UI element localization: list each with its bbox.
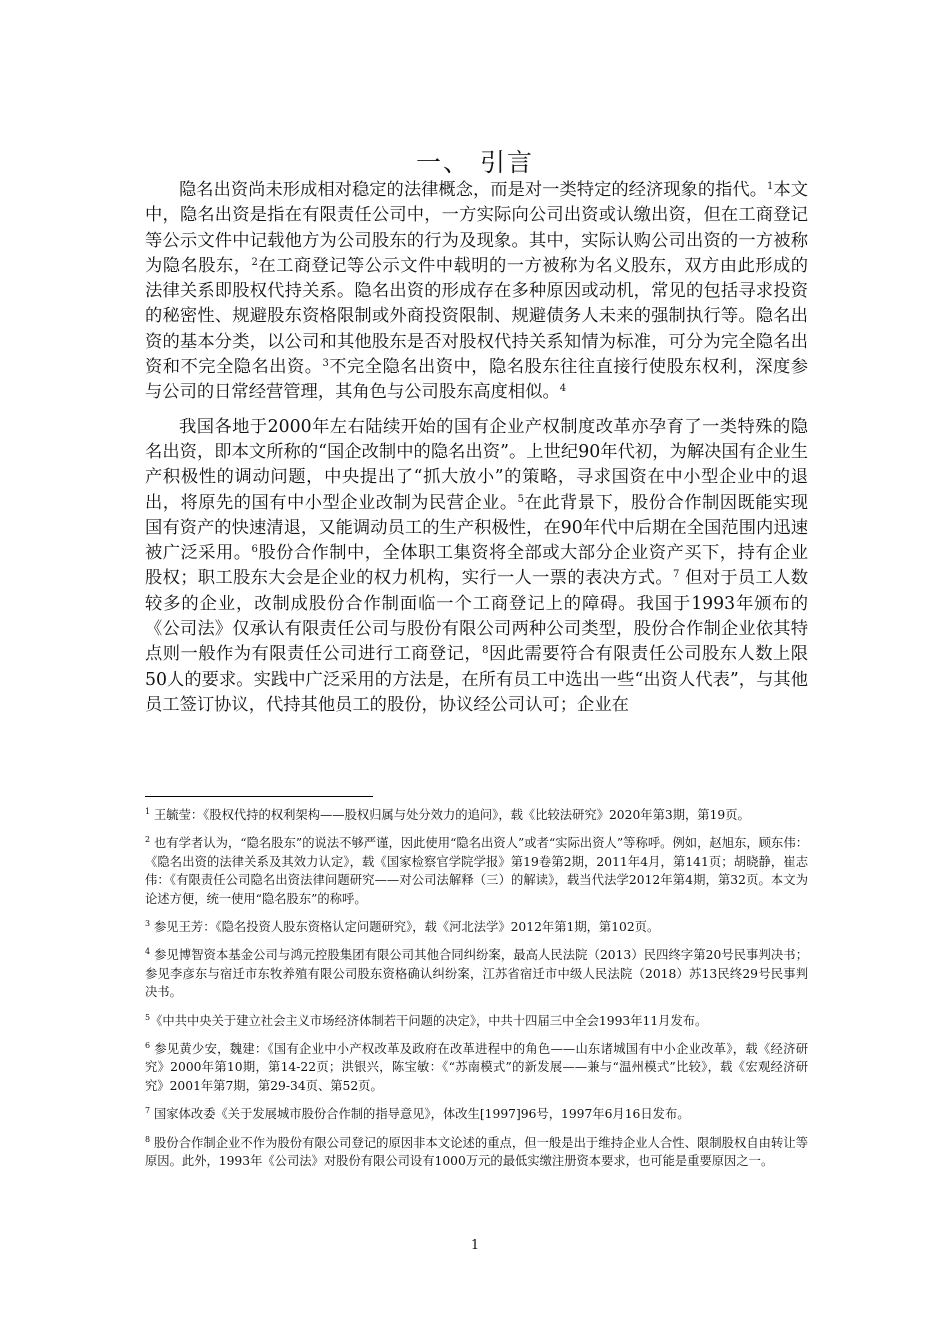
footnote bbox=[145, 834, 808, 908]
footnote bbox=[145, 946, 808, 1001]
footnote-text: 也有学者认为，“隐名股东”的说法不够严谨，因此使用“隐名出资人”或者“实际出资人”等称呼。例如，赵旭东，顾东伟：《隐名出资的法律关系及其效力认定》，载《国家检察官学院学报》第19卷第2期，2011年4月，第141页；胡晓静，崔志伟：《有限责任公司隐名出资法律问题研究——对公司法解释（三）的解读》，载当代法学2012年第4期，第32页。本文为论述方便，统一使用“隐名股东”的称呼。 bbox=[145, 836, 808, 906]
paragraph-text: 在此背景下，股份合作制因既能实现国有资产的快速清退，又能调动员工的生产积极性，在90年代中后期在全国范围内迅速被广泛采用。 bbox=[145, 492, 808, 564]
footnotes bbox=[145, 806, 808, 1181]
paragraph-text: 股份合作制中，全体职工集资将全部或大部分企业资产买下，持有企业股权；职工股东大会是企业的权力机构，实行一人一票的表决方式。 bbox=[145, 543, 808, 589]
footnote bbox=[145, 1134, 808, 1171]
footnote-reference[interactable]: 3 bbox=[322, 358, 329, 370]
footnote-number: 4 bbox=[145, 947, 151, 957]
footnote-reference[interactable]: 8 bbox=[482, 645, 489, 657]
footnote-number: 3 bbox=[145, 919, 151, 929]
paragraph-text: 我国各地于2000年左右陆续开始的国有企业产权制度改革亦孕育了一类特殊的隐名出资，即本文所称的“国企改制中的隐名出资”。上世纪90年代初，为解决国有企业生产积极性的调动问题，中央提出了“抓大放小”的策略，寻求国资在中小型企业中的退出，将原先的国有中小型企业改制为民营企业。 bbox=[145, 416, 808, 513]
footnote-text: 参见王芳：《隐名投资人股东资格认定问题研究》，载《河北法学》2012年第1期，第102页。 bbox=[150, 920, 660, 935]
paragraph-text: 在工商登记等公示文件中载明的一方被称为名义股东，双方由此形成的法律关系即股权代持关系。隐名出资的形成存在多种原因或动机，常见的包括寻求投资的秘密性、规避股东资格限制或外商投资限制、规避债务人未来的强制执行等。隐名出资的基本分类，以公司和其他股东是否对股权代持关系知情为标准，可分为完全隐名出资和不完全隐名出资。 bbox=[145, 255, 808, 378]
footnote bbox=[145, 1105, 808, 1123]
footnote-separator bbox=[145, 796, 373, 797]
footnote bbox=[145, 1040, 808, 1095]
footnote-reference[interactable]: 2 bbox=[251, 256, 258, 268]
footnote bbox=[145, 918, 808, 936]
footnote bbox=[145, 806, 808, 824]
footnote-number: 1 bbox=[145, 807, 151, 816]
paragraph-text: 因此需要符合有限责任公司股东人数上限50人的要求。实践中广泛采用的方法是，在所有员工中选出一些“出资人代表”，与其他员工签订协议，代持其他员工的股份，协议经公司认可；企业在 bbox=[145, 644, 808, 715]
footnote-text: 参见博智资本基金公司与鸿元控股集团有限公司其他合同纠纷案，最高人民法院（2013）民四终字第20号民事判决书；参见李彦东与宿迁市东牧养殖有限公司股东资格确认纠纷案，江苏省宿迁市中级人民法院（2018）苏13民终29号民事判决书。 bbox=[145, 948, 808, 1000]
footnote-reference[interactable]: 4 bbox=[559, 383, 567, 395]
footnote-number: 2 bbox=[145, 835, 151, 845]
footnote-text: 国家体改委《关于发展城市股份合作制的指导意见》，体改生[1997]96号，1997年6月16日发布。 bbox=[150, 1107, 690, 1122]
footnote-reference[interactable]: 7 bbox=[672, 569, 680, 581]
footnote-number: 6 bbox=[145, 1041, 151, 1051]
footnote-reference[interactable]: 6 bbox=[251, 544, 258, 556]
footnote-number: 7 bbox=[145, 1106, 151, 1116]
body-text bbox=[145, 178, 808, 718]
page-number: 1 bbox=[470, 1238, 480, 1253]
paragraph-text: 本文中，隐名出资是指在有限责任公司中，一方实际向公司出资或认缴出资，但在工商登记等公示文件中记载他方为公司股东的行为及现象。其中，实际认购公司出资的一方被称为隐名股东， bbox=[145, 180, 808, 276]
footnote-number: 8 bbox=[145, 1134, 151, 1144]
paragraph-text: 不完全隐名出资中，隐名股东往往直接行使股东权利，深度参与公司的日常经营管理，其角色与公司股东高度相似。 bbox=[145, 357, 808, 403]
footnote-text: 《中共中央关于建立社会主义市场经济体制若干问题的决定》，中共十四届三中全会1993年11月发布。 bbox=[150, 1013, 708, 1028]
footnote-text: 王毓莹：《股权代持的权利架构——股权归属与处分效力的追问》，载《比较法研究》2020年第3期，第19页。 bbox=[150, 808, 750, 822]
footnote-text: 股份合作制企业不作为股份有限公司登记的原因非本文论述的重点，但一般是出于维持企业人合性、限制股权自由转让等原因。此外，1993年《公司法》对股份有限公司设有1000万元的最低实缴注册资本要求，也可能是重要原因之一。 bbox=[145, 1135, 808, 1169]
footnote-text: 参见黄少安，魏建：《国有企业中小产权改革及政府在改革进程中的角色——山东诸城国有中小企业改革》，载《经济研究》2000年第10期，第14-22页；洪银兴，陈宝敏：《“苏南模式”的新发展——兼与“温州模式”比较》，载《宏观经济研究》2001年第7期，第29-34页、第52页。 bbox=[145, 1042, 808, 1093]
section-heading: 一、 引言 bbox=[416, 147, 534, 177]
footnote-number: 5 bbox=[145, 1012, 151, 1022]
footnote-reference[interactable]: 5 bbox=[517, 493, 525, 505]
body-paragraph bbox=[145, 178, 808, 406]
paragraph-text: 隐名出资尚未形成相对稳定的法律概念，而是对一类特定的经济现象的指代。 bbox=[179, 180, 768, 200]
footnote bbox=[145, 1012, 808, 1030]
paragraph-text: 但对于员工人数较多的企业，改制成股份合作制面临一个工商登记上的障碍。我国于1993年颁布的《公司法》仅承认有限责任公司与股份有限公司两种公司类型，股份合作制企业依其特点则一般作为有限责任公司进行工商登记， bbox=[145, 568, 808, 665]
footnote-reference[interactable]: 1 bbox=[767, 181, 774, 192]
body-paragraph bbox=[145, 415, 808, 719]
